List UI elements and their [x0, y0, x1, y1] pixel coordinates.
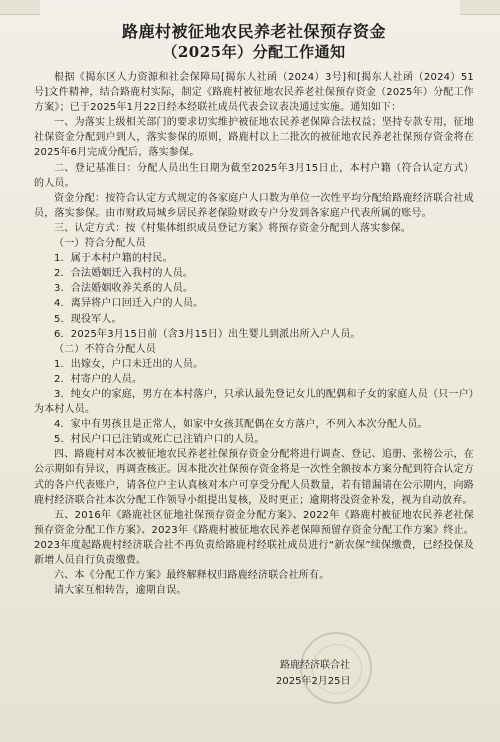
signature-organization: 路鹿经济联合社 [280, 660, 350, 671]
list-item: 5．村民户口已注销或死亡已注销户口的人员。 [54, 434, 265, 446]
list-item: 5．现役军人。 [54, 313, 122, 325]
list-item: 4．家中有男孩且是正常人，如家中女孩其配偶在女方落户，不列入本次分配人员。 [54, 419, 428, 431]
paragraph-intro: 根据《揭东区人力资源和社会保障局[揭东人社函（2024）3号]和[揭东人社函（2024）51号]文件精神，结合路鹿村实际，制定《路鹿村被征地农民养老社保预存资金（2025年）分配工作方案》；已于2025年1月22日经本经联社成员代表会议表决通过实施。通知如下： [34, 72, 474, 114]
list-item: 6．2025年3月15日前（含3月15日）出生婴儿到派出所入户人员。 [54, 328, 361, 340]
tape-strip [0, 0, 40, 15]
signature-block [262, 658, 442, 690]
tape-strip [460, 0, 500, 15]
list-item: 1．属于本村户籍的村民。 [54, 253, 173, 265]
notice-title: 路鹿村被征地农民养老社保预存资金 [121, 22, 386, 41]
signature-date: 2025年2月25日 [276, 676, 351, 687]
notice-subtitle: （2025年）分配工作通知 [162, 43, 346, 61]
list-item: 2．合法婚姻迁入我村的人员。 [54, 268, 194, 280]
paragraph-fund-allocation: 资金分配：按符合认定方式规定的各家庭户人口数为单位一次性平均分配给路鹿经济联合社成员，落实参保。由市财政局城乡居民养老保险财政专户分发到各家庭户代表所属的账号。 [34, 192, 474, 219]
paragraph-section-4: 四、路鹿村对本次被征地农民养老社保预存资金分配将进行调查、登记、追册、张榜公示，在公示期如有异议，再调查核正。因本批次社保预存资金将是一次性全额按本方案分配到符合认定方式的各户代表账户，请各位户主认真核对本户可享受分配人员数量，若有错漏请在公示期内，向路鹿村经济联合社本次分配工作领导小组提出复核，及时更正；逾期将没资金补发，视为自动放弃。 [34, 449, 474, 506]
paragraph-section-1: 一、为落实上级相关部门的要求切实维护被征地农民养老保障合法权益；坚持专款专用，征地社保资金分配到户到人，落实参保的原则，路鹿村以上二批次的被征地农民养老社保预存资金将在2025年6月完成分配后，落实参保。 [34, 117, 474, 159]
paragraph-section-6: 六、本《分配工作方案》最终解释权归路鹿经济联合社所有。 [54, 570, 330, 582]
notice-body [34, 70, 474, 598]
list-item: 3．纯女户的家庭，男方在本村落户，只承认最先登记女儿的配偶和子女的家庭人员（只一户）为本村人员。 [34, 388, 474, 416]
paragraph-section-5: 五、2016年《路鹿社区征地社保预存资金分配方案》、2022年《路鹿村被征地农民养老社保预存资金分配工作方案》、2023年《路鹿村被征地农民养老保障预留存资金分配工作方案》终止。2023年度起路鹿村经济联合社不再负责给路鹿村经联社成员进行“新农保”续保缴费，已经投保及新增人员自行负责缴费。 [34, 509, 474, 566]
notice-content [34, 22, 474, 598]
subheading-ineligible: （二）不符合分配人员 [54, 343, 156, 355]
paragraph-closing: 请大家互相转告，逾期自误。 [54, 585, 187, 597]
list-item: 1．出嫁女，户口未迁出的人员。 [54, 358, 204, 370]
list-item: 4．离异将户口回迁入户的人员。 [54, 298, 204, 310]
paragraph-section-3: 三、认定方式：按《村集体组织成员登记方案》将预存资金分配到人落实参保。 [54, 222, 411, 234]
subheading-eligible: （一）符合分配人员 [54, 238, 146, 250]
paragraph-section-2: 二、登记基准日：分配人员出生日期为截至2025年3月15日止，本村户籍（符合认定方式）的人员。 [34, 162, 474, 189]
list-item: 3．合法婚姻收养关系的人员。 [54, 283, 194, 295]
list-item: 2．村寄户的人员。 [54, 373, 143, 385]
